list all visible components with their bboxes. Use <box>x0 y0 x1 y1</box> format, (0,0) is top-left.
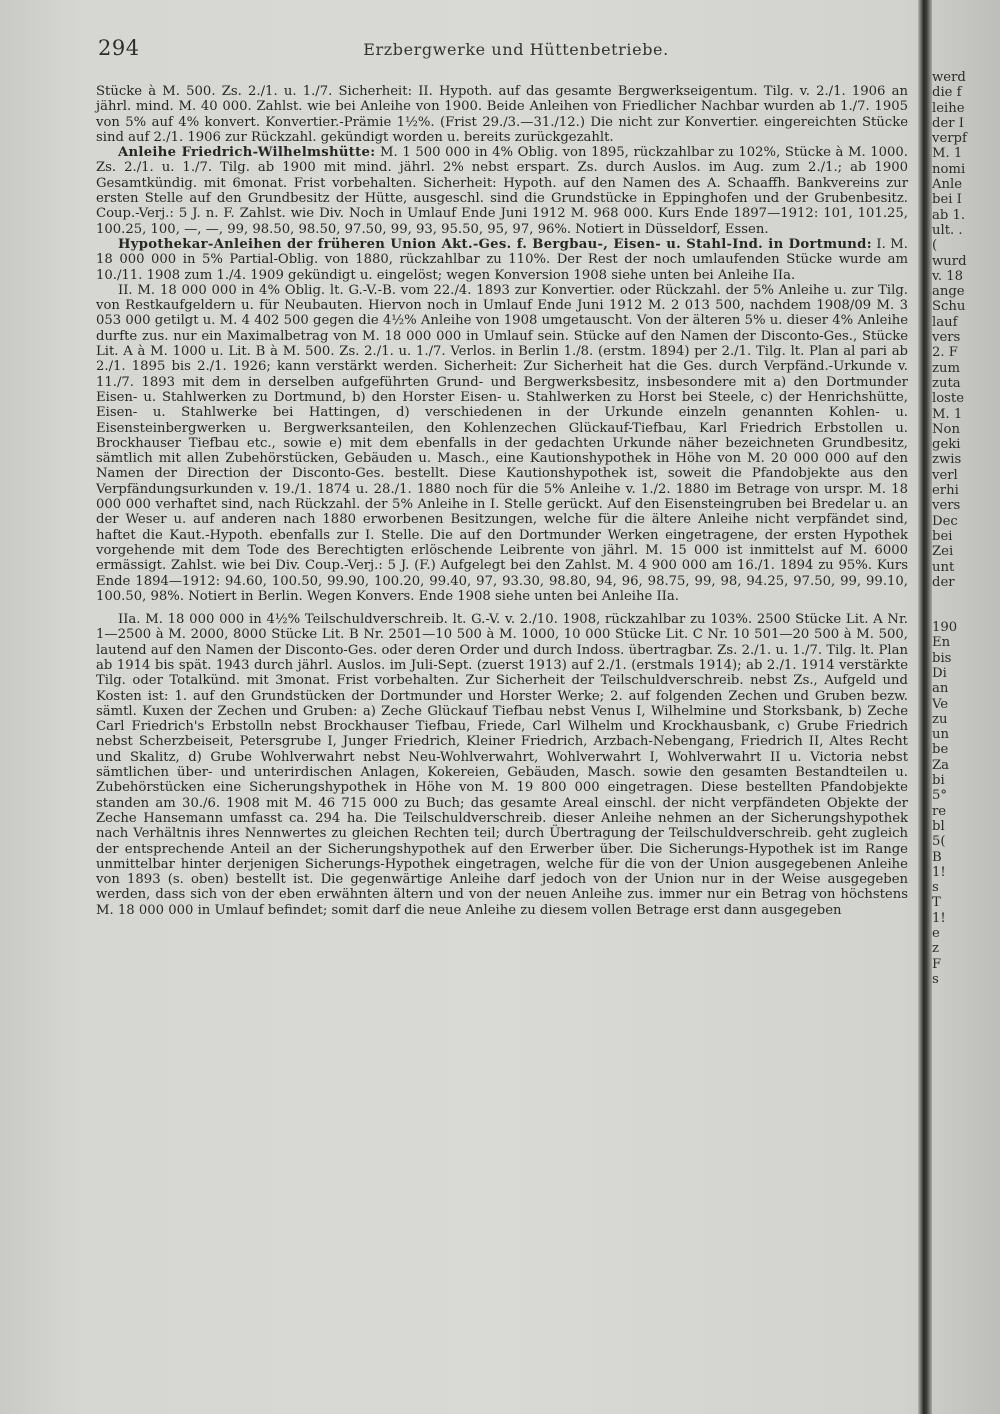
neighbor-line: unt <box>932 559 955 575</box>
page-header <box>96 36 910 66</box>
neighbor-line: F <box>932 956 942 972</box>
neighbor-line: ab 1. <box>932 207 966 223</box>
neighbor-line: ange <box>932 284 965 300</box>
paragraph-friedrich-wilhelmshuette <box>96 145 908 237</box>
neighbor-line: En <box>932 635 951 651</box>
paragraph-text: Stücke à M. 500. Zs. 2./1. u. 1./7. Sicherheit: II. Hypoth. auf das gesamte Bergwerkseigentum. Tilg. v. 2./1. 1906 an jährl. mind. M. 40 000. Zahlst. wie bei Anleihe von 1900. Beide Anleihen von Friedlicher Nachbar wurden ab 1./7. 1905 von 5% auf 4% konvert. Konvertier.-Prämie 1½%. (Frist 29./3.—31./12.) Die nicht zur Konvertier. eingereichten Stücke sind auf 2./1. 1906 zur Rückzahl. gekündigt worden u. bereits zurückgezahlt. <box>96 84 908 145</box>
neighbor-line: vers <box>932 498 961 514</box>
neighbor-line: wurd <box>932 253 967 269</box>
body-text <box>96 84 908 918</box>
book-gutter <box>918 0 932 1414</box>
loan-heading: Anleihe Friedrich-Wilhelmshütte: <box>118 145 376 161</box>
neighbor-line: an <box>932 681 949 697</box>
neighbor-line: ult. . <box>932 222 963 238</box>
neighbor-line: M. 1 <box>932 146 963 162</box>
page-number: 294 <box>98 36 140 60</box>
neighbor-line: Schu <box>932 299 966 315</box>
neighbor-line: Zei <box>932 544 954 560</box>
neighbor-line: vers <box>932 330 961 346</box>
neighbor-line: bi <box>932 773 945 789</box>
neighbor-line: z <box>932 941 939 957</box>
neighbor-line: der I <box>932 115 964 131</box>
neighbor-line: ( <box>932 238 938 254</box>
paragraph-text: M. 1 500 000 in 4% Oblig. von 1895, rückzahlbar zu 102%, Stücke à M. 1000. Zs. 2./1. u. 1./7. Tilg. ab 1900 mit mind. jährl. 2% nebst erspart. Zs. durch Auslos. im Aug. zum 2./1.; ab 1900 Gesamtkündig. mit 6monat. Frist vorbehalten. Sicherheit: Hypoth. auf den Namen des A. Schaaffh. Bankvereins zur ersten Stelle auf den Grundbesitz der Hütte, ausgeschl. sind die Grundstücke in Eppinghofen und der Grubenbesitz. Coup.-Verj.: 5 J. n. F. Zahlst. wie Div. Noch in Umlauf Ende Juni 1912 M. 968 000. Kurs Ende 1897—1912: 101, 101.25, 100.25, 100, —, —, 99, 98.50, 98.50, 97.50, 99, 93, 95.50, 95, 97, 96%. Notiert in Düsseldorf, Essen. <box>96 145 908 237</box>
neighbor-line: verpf <box>932 131 967 147</box>
neighbor-line: B <box>932 849 942 865</box>
neighbor-line: Dec <box>932 513 958 529</box>
neighbor-line: zum <box>932 360 960 376</box>
neighbor-line: bis <box>932 650 952 666</box>
paragraph-text: I. M. 18 000 000 in 5% Partial-Oblig. von 1880, rückzahlbar zu 110%. Der Rest der noch umlaufenden Stücke wurde am 10./11. 1908 zum 1./4. 1909 gekündigt u. eingelöst; wegen Konversion 1908 siehe unten bei Anleihe IIa. <box>96 236 908 283</box>
neighbor-line: der <box>932 574 955 590</box>
neighbor-line: 1! <box>932 864 946 880</box>
neighbor-page-edge <box>932 70 1000 1414</box>
neighbor-line: leihe <box>932 100 965 116</box>
neighbor-line: zwis <box>932 452 962 468</box>
neighbor-line: re <box>932 803 947 819</box>
neighbor-line: zu <box>932 711 948 727</box>
neighbor-line: bei I <box>932 192 962 208</box>
neighbor-line: 2. F <box>932 345 958 361</box>
neighbor-line: be <box>932 742 949 758</box>
loan-heading: Hypothekar-Anleihen der früheren Union Akt.-Ges. f. Bergbau-, Eisen- u. Stahl-Ind. in Dortmund: <box>118 236 872 252</box>
neighbor-line: Za <box>932 757 950 773</box>
paragraph-union-hypothekar <box>96 237 908 283</box>
neighbor-line: die f <box>932 85 962 101</box>
neighbor-line: Non <box>932 421 960 437</box>
neighbor-line: un <box>932 727 949 743</box>
neighbor-line: e <box>932 926 940 942</box>
paragraph-text: II. M. 18 000 000 in 4% Oblig. lt. G.-V.-B. vom 22./4. 1893 zur Konvertier. oder Rückzahl. der 5% Anleihe u. zur Tilg. von Restkaufgeldern u. für Neubauten. Hiervon noch in Umlauf Ende Juni 1912 M. 2 013 500, nachdem 1908/09 M. 3 053 000 getilgt u. M. 4 402 500 gegen die 4½% Anleihe von 1908 umgetauscht. Von der älteren 5% u. dieser 4% Anleihe durfte zus. nur ein Maximalbetrag von M. 18 000 000 in Umlauf sein. Stücke auf den Namen der Disconto-Ges., Stücke Lit. A à M. 1000 u. Lit. B à M. 500. Zs. 2./1. u. 1./7. Verlos. in Berlin 1./8. (erstm. 1894) per 2./1. Tilg. lt. Plan al pari ab 2./1. 1895 bis 2./1. 1926; kann verstärkt werden. Sicherheit: Zur Sicherheit hat die Ges. durch Verpfänd.-Urkunde v. 11./7. 1893 mit dem in derselben aufgeführten Grund- und Bergwerksbesitz, insbesondere mit a) den Dortmunder Eisen- u. Stahlwerken zu Dortmund, b) den Horster Eisen- u. Stahlwerken zu Horst bei Steele, c) der Henrichshütte, Eisen- u. Stahlwerke bei Hattingen, d) verschiedenen in der Urkunde einzeln genannten Kohlen- u. Eisensteinbergwerken u. Bergwerksanteilen, den Kohlenzechen Glückauf-Tiefbau, Karl Friedrich Erbstollen u. Brockhauser Tiefbau etc., sowie e) mit dem ebenfalls in der gedachten Urkunde näher bezeichneten Grundbesitz, sämtlich mit allen Zubehörstücken, Gebäuden u. Masch., eine Kautionshypothek in Höhe von M. 20 000 000 auf den Namen der Direction der Disconto-Ges. bestellt. Diese Kautionshypothek ist, soweit die Pfandobjekte aus den Verpfändungsurkunden v. 19./1. 1874 u. 28./1. 1880 noch für die 5% Anleihe v. 1./2. 1880 im Betrage von urspr. M. 18 000 000 verhaftet sind, nach Rückzahl. der 5% Anleihe in I. Stelle gerückt. Auf den Eisensteingruben bei Bredelar u. an der Weser u. auf anderen nach 1880 erworbenen Besitzungen, welche für die ältere Anleihe nicht verpfändet sind, haftet die Kaut.-Hypoth. ebenfalls zur I. Stelle. Die auf den Dortmunder Werken eingetragene, der ersten Hypothek vorgehende mit dem Tode des Berechtigten erlöschende Leibrente von jährl. M. 15 000 ist inmittelst auf M. 6000 ermässigt. Zahlst. wie bei Div. Coup.-Verj.: 5 J. (F.) Aufgelegt bei den Zahlst. M. 4 900 000 am 16./1. 1894 zu 95%. Kurs Ende 1894—1912: 94.60, 100.50, 99.90, 100.20, 99.40, 97, 93.30, 98.80, 94, 96, 98.75, 99, 98, 94.25, 97.50, 99, 99.10, 100.50, 98%. Notiert in Berlin. Wegen Konvers. Ende 1908 siehe unten bei Anleihe IIa. <box>96 282 908 604</box>
neighbor-line: T <box>932 895 941 911</box>
neighbor-spacer <box>932 590 1000 620</box>
neighbor-line: nomi <box>932 161 966 177</box>
neighbor-line: loste <box>932 391 965 407</box>
neighbor-line: Ve <box>932 696 949 712</box>
neighbor-line: 5° <box>932 788 947 804</box>
neighbor-line: erhi <box>932 483 959 499</box>
neighbor-line: v. 18 <box>932 268 964 284</box>
running-title: Erzbergwerke und Hüttenbetriebe. <box>363 40 669 59</box>
paragraph-anleihe-ii <box>96 283 908 604</box>
paragraph-friedlicher-nachbar <box>96 84 908 145</box>
neighbor-line: s <box>932 971 939 987</box>
paragraph-text: IIa. M. 18 000 000 in 4½% Teilschuldverschreib. lt. G.-V. v. 2./10. 1908, rückzahlbar zu 103%. 2500 Stücke Lit. A Nr. 1—2500 à M. 2000, 8000 Stücke Lit. B Nr. 2501—10 500 à M. 1000, 10 000 Stücke Lit. C Nr. 10 501—20 500 à M. 500, lautend auf den Namen der Disconto-Ges. oder deren Order und durch Indoss. übertragbar. Zs. 2./1. u. 1./7. Tilg. lt. Plan ab 1914 bis spät. 1943 durch jährl. Auslos. im Juli-Sept. (zuerst 1913) auf 2./1. (erstmals 1914); ab 2./1. 1914 verstärkte Tilg. oder Totalkünd. mit 3monat. Frist vorbehalten. Zur Sicherheit der Teilschuldverschreib. nebst Zs., Aufgeld und Kosten ist: 1. auf den Grundstücken der Dortmunder und Horster Werke; 2. auf folgenden Zechen und Gruben bezw. sämtl. Kuxen der Zechen und Gruben: a) Zeche Glückauf Tiefbau nebst Venus I, Wilhelmine und Storksbank, b) Zeche Carl Friedrich's Erbstolln nebst Brockhauser Tiefbau, Friede, Carl Wilhelm und Krockhausbank, c) Grube Friedrich nebst Scherzbeiseit, Petersgrube I, Junger Friedrich, Kleiner Friedrich, Arzbach-Nebengang, Friedrich II, Altes Recht und Skalitz, d) Grube Wohlverwahrt nebst Neu-Wohlverwahrt, Wohlverwahrt I, Wohlverwahrt II u. Victoria nebst sämtlichen über- und unterirdischen Anlagen, Kokereien, Gebäuden, Masch. sowie den gesamten Bestandteilen u. Zubehörstücken eine Sicherungshypothek in Höhe von M. 19 800 000 eingetragen. Diese bestellten Pfandobjekte standen am 30./6. 1908 mit M. 46 715 000 zu Buch; das gesamte Areal einschl. der nicht verpfändeten Objekte der Zeche Hansemann umfasst ca. 294 ha. Die Teilschuldverschreib. dieser Anleihe nehmen an der Sicherungshypothek nach Verhältnis ihres Nennwertes zu gleichen Rechten teil; durch Übertragung der Teilschuldverschreib. geht zugleich der entsprechende Anteil an der Sicherungshypothek auf den Erwerber über. Die Sicherungs-Hypothek ist im Range unmittelbar hinter derjenigen Sicherungs-Hypothek eingetragen, welche für die von der Union ausgegebenen Anleihe von 1893 (s. oben) bestellt ist. Die gegenwärtige Anleihe darf jedoch von der Union nur in der Weise ausgegeben werden, dass sich von der eben erwähnten ältern und von der neuen Anleihe zus. immer nur ein Betrag von höchstens M. 18 000 000 in Umlauf befindet; somit darf die neue Anleihe zu diesem vollen Betrage erst dann ausgegeben <box>96 612 908 918</box>
neighbor-line: bei <box>932 528 953 544</box>
neighbor-line: zuta <box>932 375 961 391</box>
neighbor-line: bl <box>932 818 945 834</box>
neighbor-line: M. 1 <box>932 406 963 422</box>
neighbor-line: s <box>932 880 939 896</box>
neighbor-line: geki <box>932 437 961 453</box>
neighbor-line: 1! <box>932 910 946 926</box>
neighbor-line: lauf <box>932 314 958 330</box>
neighbor-line: 190 <box>932 620 958 636</box>
neighbor-line: Di <box>932 665 947 681</box>
neighbor-line: 5( <box>932 834 946 850</box>
neighbor-line: verl <box>932 467 958 483</box>
neighbor-line: werd <box>932 70 966 85</box>
neighbor-line: Anle <box>932 177 963 193</box>
paragraph-anleihe-iia <box>96 612 908 918</box>
